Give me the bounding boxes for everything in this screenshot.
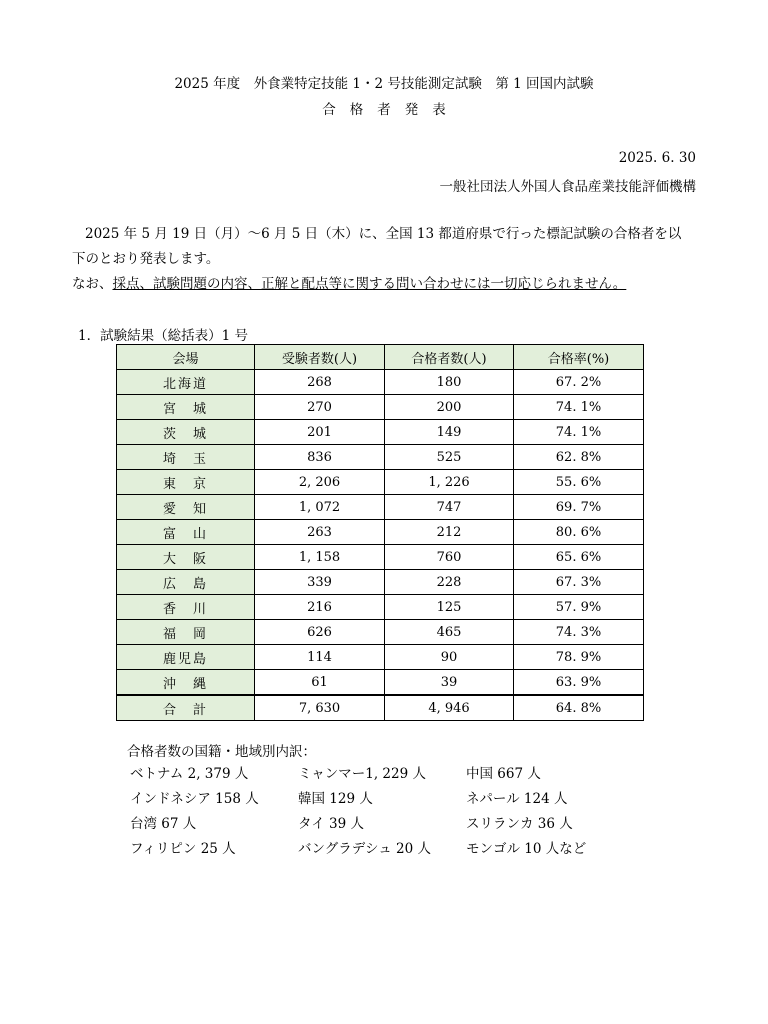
examinees-cell: 626 (255, 620, 385, 645)
table-row (117, 595, 644, 620)
venue-cell: 鹿児島 (117, 645, 255, 670)
pass-rate-cell: 78. 9% (514, 645, 644, 670)
intro-line-2 (72, 272, 694, 297)
breakdown-item: ネパール 124 人 (466, 791, 568, 807)
pass-rate-cell: 80. 6% (514, 520, 644, 545)
document-subtitle: 合格者発表 (322, 102, 460, 118)
pass-rate-cell: 67. 3% (514, 570, 644, 595)
table-row (117, 495, 644, 520)
results-table (116, 344, 644, 721)
pass-rate-cell: 62. 8% (514, 445, 644, 470)
passers-cell: 465 (385, 620, 514, 645)
organization-name: 一般社団法人外国人食品産業技能評価機構 (439, 179, 696, 195)
examinees-cell: 339 (255, 570, 385, 595)
examinees-cell: 270 (255, 395, 385, 420)
breakdown-item: モンゴル 10 人など (466, 841, 587, 857)
breakdown-title: 合格者数の国籍・地域別内訳： (127, 744, 316, 760)
pass-rate-cell: 74. 1% (514, 420, 644, 445)
breakdown-item: 中国 667 人 (466, 766, 541, 782)
examinees-cell: 201 (255, 420, 385, 445)
passers-cell: 747 (385, 495, 514, 520)
total-examinees-cell: 7, 630 (255, 695, 385, 721)
section-heading: 1．試験結果（総括表）1 号 (78, 328, 248, 344)
venue-cell: 香 川 (117, 595, 255, 620)
venue-cell: 愛 知 (117, 495, 255, 520)
pass-rate-cell: 69. 7% (514, 495, 644, 520)
breakdown-item: バングラデシュ 20 人 (298, 841, 431, 857)
table-row (117, 445, 644, 470)
passers-cell: 90 (385, 645, 514, 670)
examinees-cell: 1, 158 (255, 545, 385, 570)
breakdown-item: インドネシア 158 人 (130, 791, 259, 807)
venue-cell: 東 京 (117, 470, 255, 495)
total-label-cell: 合 計 (117, 695, 255, 721)
intro-disclaimer: 採点、試験問題の内容、正解と配点等に関する問い合わせには一切応じられません。 (112, 276, 627, 292)
examinees-cell: 2, 206 (255, 470, 385, 495)
header-pass-rate: 合格率(%) (514, 345, 644, 370)
venue-cell: 大 阪 (117, 545, 255, 570)
table-row (117, 395, 644, 420)
examinees-cell: 1, 072 (255, 495, 385, 520)
table-row (117, 670, 644, 696)
header-passers: 合格者数(人) (385, 345, 514, 370)
venue-cell: 沖 縄 (117, 670, 255, 696)
table-row (117, 370, 644, 395)
pass-rate-cell: 74. 3% (514, 620, 644, 645)
passers-cell: 212 (385, 520, 514, 545)
pass-rate-cell: 63. 9% (514, 670, 644, 696)
breakdown-item: ミャンマー1, 229 人 (298, 766, 426, 782)
passers-cell: 1, 226 (385, 470, 514, 495)
table-row (117, 470, 644, 495)
passers-cell: 125 (385, 595, 514, 620)
venue-cell: 富 山 (117, 520, 255, 545)
examinees-cell: 268 (255, 370, 385, 395)
passers-cell: 149 (385, 420, 514, 445)
venue-cell: 広 島 (117, 570, 255, 595)
header-venue: 会場 (117, 345, 255, 370)
breakdown-item: タイ 39 人 (298, 816, 364, 832)
table-row (117, 620, 644, 645)
total-passers-cell: 4, 946 (385, 695, 514, 721)
header-examinees: 受験者数(人) (255, 345, 385, 370)
table-total-row (117, 695, 644, 721)
pass-rate-cell: 55. 6% (514, 470, 644, 495)
table-row (117, 420, 644, 445)
breakdown-item: ベトナム 2, 379 人 (130, 766, 249, 782)
venue-cell: 宮 城 (117, 395, 255, 420)
breakdown-item: フィリピン 25 人 (130, 841, 236, 857)
examinees-cell: 836 (255, 445, 385, 470)
intro-line-2-prefix: なお、 (72, 276, 113, 292)
issue-date: 2025. 6. 30 (618, 150, 696, 166)
document-title: 2025 年度 外食業特定技能 1・2 号技能測定試験 第 1 回国内試験 (174, 76, 594, 92)
pass-rate-cell: 65. 6% (514, 545, 644, 570)
breakdown-item: スリランカ 36 人 (466, 816, 573, 832)
table-row (117, 645, 644, 670)
table-header-row (117, 345, 644, 370)
pass-rate-cell: 74. 1% (514, 395, 644, 420)
examinees-cell: 114 (255, 645, 385, 670)
intro-line-1: 2025 年 5 月 19 日（月）～6 月 5 日（木）に、全国 13 都道府県で行った標記試験の合格者を以下のとおり発表します。 (72, 226, 682, 267)
breakdown-list (130, 764, 650, 859)
examinees-cell: 216 (255, 595, 385, 620)
pass-rate-cell: 67. 2% (514, 370, 644, 395)
passers-cell: 228 (385, 570, 514, 595)
passers-cell: 760 (385, 545, 514, 570)
venue-cell: 茨 城 (117, 420, 255, 445)
venue-cell: 北海道 (117, 370, 255, 395)
passers-cell: 39 (385, 670, 514, 696)
passers-cell: 525 (385, 445, 514, 470)
total-pass-rate-cell: 64. 8% (514, 695, 644, 721)
pass-rate-cell: 57. 9% (514, 595, 644, 620)
examinees-cell: 61 (255, 670, 385, 696)
breakdown-item: 韓国 129 人 (298, 791, 373, 807)
breakdown-item: 台湾 67 人 (130, 816, 197, 832)
venue-cell: 埼 玉 (117, 445, 255, 470)
table-row (117, 520, 644, 545)
table-row (117, 545, 644, 570)
table-row (117, 570, 644, 595)
passers-cell: 180 (385, 370, 514, 395)
intro-paragraph (72, 222, 694, 297)
venue-cell: 福 岡 (117, 620, 255, 645)
passers-cell: 200 (385, 395, 514, 420)
examinees-cell: 263 (255, 520, 385, 545)
